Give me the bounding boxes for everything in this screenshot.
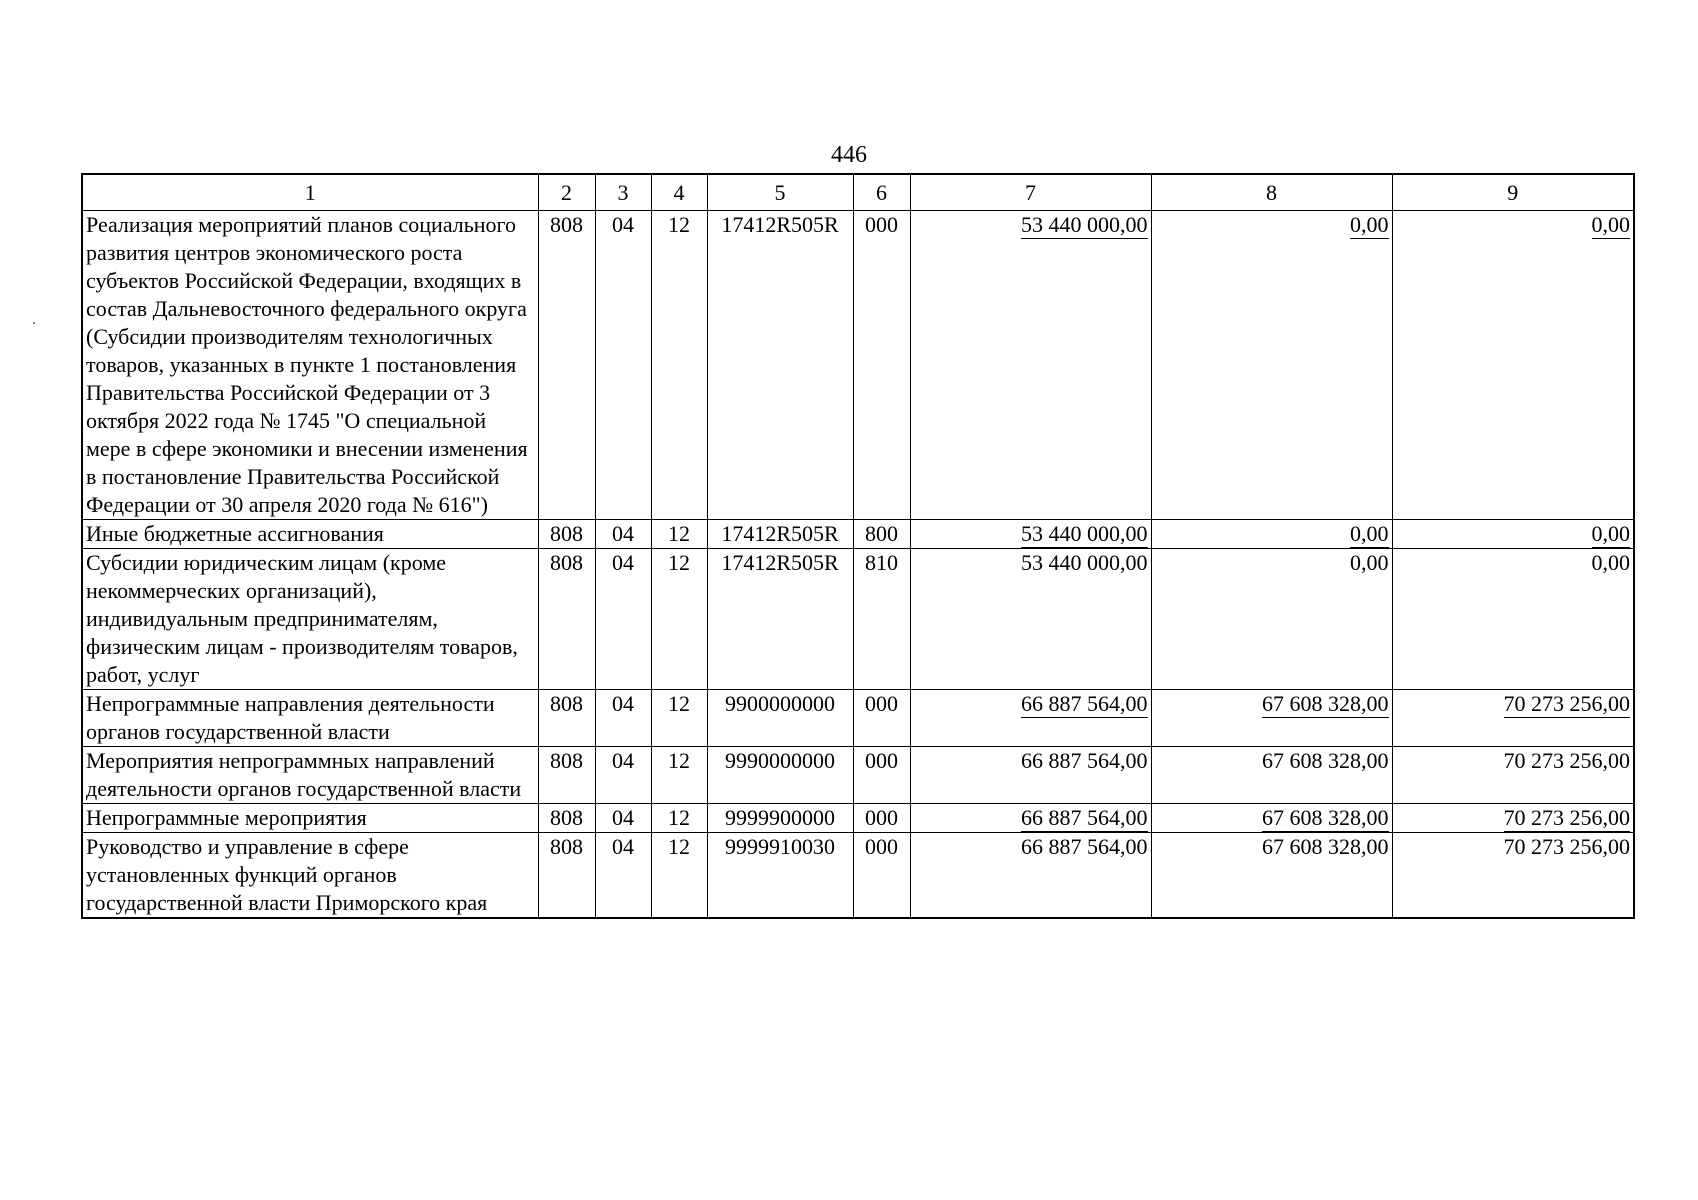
- row-name: Реализация мероприятий планов социального развития центров экономического роста субъектов Российской Федерации, входящих в состав Дальневосточного федерального округа (Субсидии производителям технологичных товаров, указанных в пункте 1 постановления Правительства Российской Федерации от 3 октября 2022 года № 1745 "О специальной мере в сфере экономики и внесении изменения в постановление Правительства Российской Федерации от 30 апреля 2020 года № 616"): [82, 211, 538, 520]
- amount-value: 70 273 256,00: [1503, 691, 1630, 716]
- column-header-4: 4: [651, 174, 707, 211]
- budget-table: [81, 173, 1635, 919]
- page-number: 446: [831, 142, 867, 168]
- amount-value: 70 273 256,00: [1503, 748, 1630, 773]
- amount-value: 66 887 564,00: [1021, 805, 1148, 830]
- amount-value: 0,00: [1591, 521, 1630, 546]
- amount-value: 67 608 328,00: [1262, 691, 1389, 716]
- ministry-code: 808: [538, 549, 595, 690]
- expense-type-code: 000: [853, 804, 910, 833]
- amount-col7: [910, 747, 1151, 804]
- amount-col7: [910, 211, 1151, 520]
- amount-col9: [1392, 520, 1634, 549]
- amount-col9: [1392, 833, 1634, 919]
- amount-value: 0,00: [1591, 212, 1630, 237]
- subsection-code: 12: [651, 520, 707, 549]
- amount-col8: [1151, 690, 1392, 747]
- column-header-2: 2: [538, 174, 595, 211]
- amount-value: 66 887 564,00: [1021, 834, 1148, 859]
- section-code: 04: [595, 520, 651, 549]
- target-article-code: 17412R505R: [707, 211, 853, 520]
- amount-value: 53 440 000,00: [1021, 521, 1148, 546]
- subsection-code: 12: [651, 804, 707, 833]
- row-name: Мероприятия непрограммных направлений деятельности органов государственной власти: [82, 747, 538, 804]
- column-header-7: 7: [910, 174, 1151, 211]
- amount-col9: [1392, 804, 1634, 833]
- amount-value: 67 608 328,00: [1262, 748, 1389, 773]
- expense-type-code: 810: [853, 549, 910, 690]
- amount-col9: [1392, 747, 1634, 804]
- row-name: Непрограммные направления деятельности органов государственной власти: [82, 690, 538, 747]
- expense-type-code: 000: [853, 690, 910, 747]
- amount-col8: [1151, 747, 1392, 804]
- table-row: [82, 549, 1634, 690]
- table-row: [82, 690, 1634, 747]
- amount-col9: [1392, 549, 1634, 690]
- amount-value: 53 440 000,00: [1021, 212, 1148, 237]
- amount-value: 67 608 328,00: [1262, 834, 1389, 859]
- table-row: [82, 833, 1634, 919]
- amount-col7: [910, 520, 1151, 549]
- expense-type-code: 800: [853, 520, 910, 549]
- amount-value: 0,00: [1350, 212, 1389, 237]
- section-code: 04: [595, 747, 651, 804]
- column-header-3: 3: [595, 174, 651, 211]
- target-article-code: 9900000000: [707, 690, 853, 747]
- amount-col9: [1392, 211, 1634, 520]
- amount-col8: [1151, 804, 1392, 833]
- amount-value: 66 887 564,00: [1021, 748, 1148, 773]
- scan-speck: [33, 322, 35, 324]
- amount-col8: [1151, 549, 1392, 690]
- row-name: Иные бюджетные ассигнования: [82, 520, 538, 549]
- ministry-code: 808: [538, 833, 595, 919]
- amount-col7: [910, 690, 1151, 747]
- column-header-8: 8: [1151, 174, 1392, 211]
- amount-value: 0,00: [1350, 550, 1389, 575]
- subsection-code: 12: [651, 833, 707, 919]
- target-article-code: 9999910030: [707, 833, 853, 919]
- target-article-code: 9999900000: [707, 804, 853, 833]
- section-code: 04: [595, 549, 651, 690]
- ministry-code: 808: [538, 690, 595, 747]
- amount-value: 66 887 564,00: [1021, 691, 1148, 716]
- amount-col7: [910, 804, 1151, 833]
- section-code: 04: [595, 211, 651, 520]
- section-code: 04: [595, 804, 651, 833]
- target-article-code: 9990000000: [707, 747, 853, 804]
- table-row: [82, 747, 1634, 804]
- subsection-code: 12: [651, 549, 707, 690]
- amount-col8: [1151, 833, 1392, 919]
- amount-value: 70 273 256,00: [1503, 805, 1630, 830]
- table-row: [82, 520, 1634, 549]
- expense-type-code: 000: [853, 747, 910, 804]
- expense-type-code: 000: [853, 833, 910, 919]
- amount-col7: [910, 549, 1151, 690]
- target-article-code: 17412R505R: [707, 549, 853, 690]
- row-name: Руководство и управление в сфере установленных функций органов государственной власти Приморского края: [82, 833, 538, 919]
- table-row: [82, 804, 1634, 833]
- ministry-code: 808: [538, 520, 595, 549]
- amount-col8: [1151, 520, 1392, 549]
- amount-value: 53 440 000,00: [1021, 550, 1148, 575]
- column-header-6: 6: [853, 174, 910, 211]
- row-name: Субсидии юридическим лицам (кроме некоммерческих организаций), индивидуальным предпринимателям, физическим лицам - производителям товаров, работ, услуг: [82, 549, 538, 690]
- amount-col9: [1392, 690, 1634, 747]
- subsection-code: 12: [651, 211, 707, 520]
- header-row: [82, 174, 1634, 211]
- amount-col7: [910, 833, 1151, 919]
- column-header-5: 5: [707, 174, 853, 211]
- section-code: 04: [595, 833, 651, 919]
- ministry-code: 808: [538, 211, 595, 520]
- amount-value: 67 608 328,00: [1262, 805, 1389, 830]
- section-code: 04: [595, 690, 651, 747]
- amount-value: 0,00: [1350, 521, 1389, 546]
- target-article-code: 17412R505R: [707, 520, 853, 549]
- amount-value: 70 273 256,00: [1503, 834, 1630, 859]
- column-header-9: 9: [1392, 174, 1634, 211]
- subsection-code: 12: [651, 690, 707, 747]
- ministry-code: 808: [538, 747, 595, 804]
- ministry-code: 808: [538, 804, 595, 833]
- amount-value: 0,00: [1591, 550, 1630, 575]
- table-row: [82, 211, 1634, 520]
- subsection-code: 12: [651, 747, 707, 804]
- amount-col8: [1151, 211, 1392, 520]
- column-header-1: 1: [82, 174, 538, 211]
- row-name: Непрограммные мероприятия: [82, 804, 538, 833]
- expense-type-code: 000: [853, 211, 910, 520]
